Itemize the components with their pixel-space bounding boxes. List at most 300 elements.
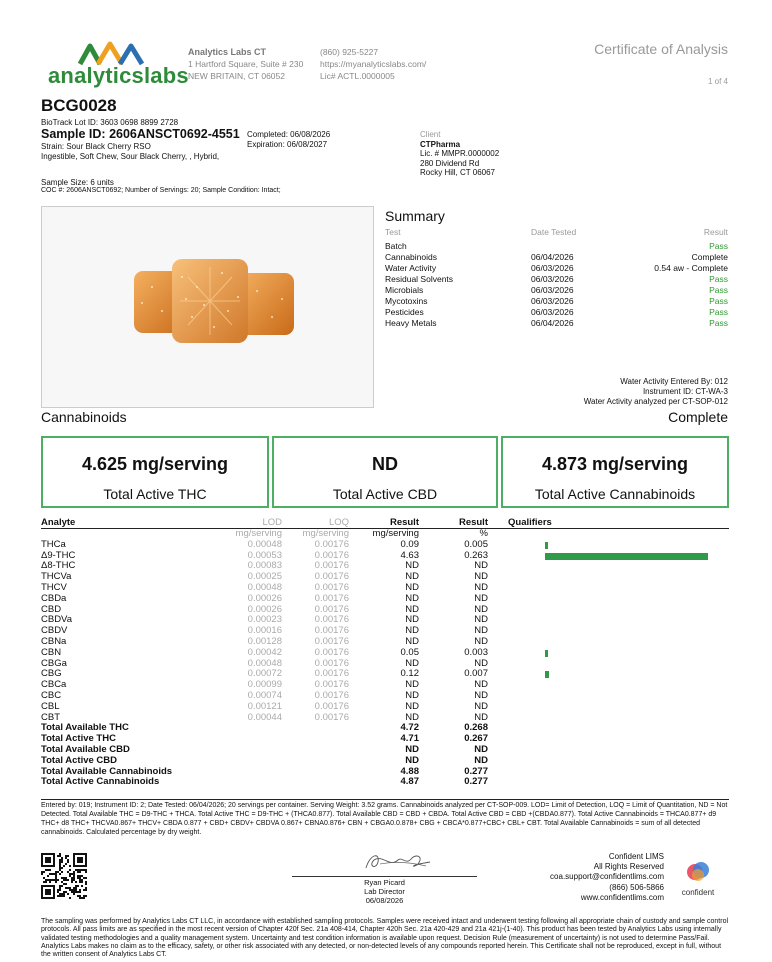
qr-module [85, 869, 87, 871]
qr-module [81, 881, 83, 883]
completed-date: Completed: 06/08/2026 [247, 130, 331, 139]
qr-module [65, 887, 67, 889]
cannabinoids-status: Complete [668, 409, 728, 425]
analyte-loq: 0.00176 [314, 549, 349, 561]
summary-date: 06/03/2026 [531, 274, 574, 284]
qr-module [61, 857, 63, 859]
qr-module [59, 885, 61, 887]
analyte-result-pct: ND [474, 679, 488, 691]
qr-module [63, 893, 65, 895]
lab-license: Lic# ACTL.0000005 [320, 71, 395, 81]
sample-description [41, 142, 219, 162]
lims-rights: All Rights Reserved [593, 862, 664, 872]
total-result-mg: 4.72 [400, 722, 419, 734]
qr-module [59, 865, 61, 867]
summary-result: Complete [691, 252, 728, 262]
total-row [41, 734, 729, 745]
summary-row [385, 318, 728, 329]
qr-module [73, 871, 75, 873]
analyte-result-pct: 0.263 [464, 549, 488, 561]
summary-row [385, 263, 728, 274]
qr-module [57, 871, 59, 873]
total-active-thc-box [41, 436, 269, 508]
summary-test: Water Activity [385, 263, 437, 273]
analyte-qualifier [488, 583, 729, 594]
qr-module [81, 879, 83, 881]
qr-module [65, 857, 67, 859]
qr-module [85, 887, 87, 889]
signature-line [292, 876, 477, 877]
qr-module [59, 869, 61, 871]
total-result-pct: 0.268 [464, 722, 488, 734]
qr-module [61, 885, 63, 887]
summary-test: Microbials [385, 285, 424, 295]
qr-module [41, 871, 43, 873]
lims-name: Confident LIMS [608, 852, 664, 861]
unit-analyte [41, 529, 216, 540]
footnote-divider [41, 799, 729, 800]
summary-table [385, 227, 728, 329]
analyte-row [41, 583, 729, 594]
lab-info [188, 46, 303, 82]
qr-module [49, 873, 51, 875]
qr-module [41, 873, 43, 875]
qr-module [71, 877, 73, 879]
qr-module [55, 877, 57, 879]
qr-module [67, 855, 69, 857]
qr-module [77, 871, 79, 873]
analyte-lod: 0.00048 [247, 657, 282, 669]
batch-id: BCG0028 [41, 96, 117, 115]
analyte-lod: 0.00044 [247, 711, 282, 723]
matrix: Ingestible, Soft Chew, Sour Black Cherry, , Hybrid, [41, 152, 220, 161]
lab-address-line1: 1 Hartford Square, Suite # 230 [188, 59, 304, 69]
analyte-name: CBL [41, 700, 60, 712]
qr-module [71, 891, 73, 893]
qr-module [53, 879, 55, 881]
analyte-result-mg: ND [405, 581, 419, 593]
qr-module [85, 877, 87, 879]
analyte-name: CBD [41, 603, 62, 615]
analyte-row [41, 648, 729, 659]
qr-module [79, 871, 81, 873]
qr-module [71, 889, 73, 891]
analyte-result-pct: 0.003 [464, 646, 488, 658]
total-active-cannabinoids-label: Total Active Cannabinoids [534, 486, 696, 502]
total-active-cbd-box [272, 436, 498, 508]
qr-module [59, 867, 61, 869]
qr-module [67, 859, 69, 861]
summary-date: 06/03/2026 [531, 263, 574, 273]
qr-module [69, 887, 71, 889]
analyte-lod: 0.00026 [247, 603, 282, 615]
summary-date: 06/03/2026 [531, 296, 574, 306]
coc-info: COC #: 2606ANSCT0692; Number of Servings: 20; Sample Condition: Intact; [41, 187, 281, 194]
analyte-qualifier [488, 713, 729, 724]
total-name: Total Available Cannabinoids [41, 765, 173, 777]
total-result-pct: 0.277 [464, 765, 488, 777]
total-name: Total Available THC [41, 722, 129, 734]
qr-module [83, 889, 85, 891]
analyte-row [41, 669, 729, 680]
analyte-loq: 0.00176 [314, 700, 349, 712]
qr-module [59, 853, 61, 855]
wa-instrument: Instrument ID: CT-WA-3 [642, 387, 728, 396]
analyte-qualifier [488, 615, 729, 626]
qr-module [83, 897, 85, 899]
qr-module [85, 881, 87, 883]
summary-test: Residual Solvents [385, 274, 454, 284]
qr-module [73, 879, 75, 881]
lab-phone: (860) 925-5227 [320, 47, 379, 57]
unit-result-pct: % [479, 528, 488, 539]
analyte-result-pct: ND [474, 635, 488, 647]
total-name: Total Active THC [41, 733, 116, 745]
qr-module [69, 873, 71, 875]
lab-contact [320, 46, 426, 82]
analyte-percent-bar [545, 650, 548, 657]
qr-module [59, 893, 61, 895]
qr-module [69, 875, 71, 877]
analyte-lod: 0.00099 [247, 679, 282, 691]
analyte-name: THCVa [41, 571, 72, 583]
analyte-lod: 0.00048 [247, 581, 282, 593]
header-loq: LOQ [328, 517, 349, 528]
qr-module [75, 887, 77, 889]
analyte-result-pct: ND [474, 614, 488, 626]
total-name: Total Active CBD [41, 754, 118, 766]
unit-qualifiers [488, 529, 729, 540]
qr-module [75, 881, 77, 883]
qr-module [47, 869, 49, 871]
analyte-qualifier [488, 669, 729, 680]
total-row [41, 745, 729, 756]
qr-module [77, 885, 79, 887]
analyte-name: CBC [41, 689, 62, 701]
analyte-result-pct: ND [474, 581, 488, 593]
unit-lod: mg/serving [235, 528, 282, 539]
water-activity-note [584, 377, 728, 407]
qr-module [79, 879, 81, 881]
qr-module [75, 889, 77, 891]
analyte-lod: 0.00128 [247, 635, 282, 647]
wa-sop: Water Activity analyzed per CT-SOP-012 [583, 397, 728, 406]
qr-module [55, 879, 57, 881]
qr-module [79, 897, 81, 899]
qr-module [63, 883, 65, 885]
analyte-qualifier [488, 540, 729, 551]
analyte-name: CBN [41, 646, 62, 658]
analyte-loq: 0.00176 [314, 679, 349, 691]
signatory-title: Lab Director [364, 887, 405, 896]
signatory-name: Ryan Picard [364, 878, 405, 887]
qr-module [63, 865, 65, 867]
analyte-lod: 0.00025 [247, 571, 282, 583]
qr-module [67, 861, 69, 863]
analyte-name: CBDa [41, 592, 67, 604]
total-active-cannabinoids-box [501, 436, 729, 508]
summary-header-row [385, 227, 728, 238]
analyte-result-pct: 0.007 [464, 668, 488, 680]
analyte-result-pct: 0.005 [464, 538, 488, 550]
analyte-qualifier [488, 561, 729, 572]
analyte-lod: 0.00072 [247, 668, 282, 680]
qr-module [75, 885, 77, 887]
analyte-loq: 0.00176 [314, 592, 349, 604]
analyte-qualifier [488, 680, 729, 691]
analyte-lod: 0.00074 [247, 689, 282, 701]
sample-size: Sample Size: 6 units [41, 178, 114, 187]
summary-date [531, 241, 628, 252]
analyte-result-pct: ND [474, 603, 488, 615]
qr-module [69, 897, 71, 899]
qr-module [65, 891, 67, 893]
total-result-mg: ND [405, 743, 419, 755]
qr-module [65, 877, 67, 879]
analyte-loq: 0.00176 [314, 668, 349, 680]
qr-module [79, 869, 81, 871]
lab-website-link[interactable]: https://myanalyticslabs.com/ [320, 59, 427, 69]
analyte-lod: 0.00016 [247, 625, 282, 637]
qr-module [61, 859, 63, 861]
qr-module [73, 893, 75, 895]
qr-module [73, 873, 75, 875]
lims-info [550, 852, 664, 903]
qr-module [77, 869, 79, 871]
qr-module [81, 869, 83, 871]
qr-finder-module [45, 857, 51, 863]
units-row [41, 529, 729, 540]
analyte-loq: 0.00176 [314, 657, 349, 669]
qr-module [61, 861, 63, 863]
qr-module [65, 863, 67, 865]
qr-module [71, 873, 73, 875]
analyte-percent-bar [545, 542, 548, 549]
qr-module [57, 891, 59, 893]
analyte-row [41, 637, 729, 648]
qr-module [85, 871, 87, 873]
qr-module [59, 863, 61, 865]
summary-row [385, 285, 728, 296]
qr-module [75, 869, 77, 871]
analyte-result-pct: ND [474, 571, 488, 583]
qr-module [69, 865, 71, 867]
total-result-mg: 4.87 [400, 776, 419, 788]
qr-module [81, 897, 83, 899]
unit-result-mg: mg/serving [372, 528, 419, 539]
summary-result: Pass [709, 307, 728, 317]
confident-logo-icon [685, 860, 711, 882]
qr-module [61, 881, 63, 883]
qr-module [67, 871, 69, 873]
cannabinoids-title: Cannabinoids [41, 409, 127, 425]
analyte-rows [41, 540, 729, 724]
expiration-date: Expiration: 06/08/2027 [247, 140, 328, 149]
qr-module [79, 877, 81, 879]
summary-test: Heavy Metals [385, 318, 437, 328]
lims-website-link[interactable]: www.confidentlims.com [580, 892, 664, 902]
analyte-loq: 0.00176 [314, 571, 349, 583]
qr-module [63, 891, 65, 893]
analyte-qualifier [488, 659, 729, 670]
qr-module [43, 871, 45, 873]
analyte-name: THCa [41, 538, 66, 550]
qr-module [57, 879, 59, 881]
qr-module [45, 881, 47, 883]
summary-date: 06/04/2026 [531, 252, 574, 262]
analyte-result-pct: ND [474, 592, 488, 604]
summary-test: Mycotoxins [385, 296, 428, 306]
client-address2: Rocky Hill, CT 06067 [420, 168, 495, 177]
qr-module [59, 855, 61, 857]
qr-code[interactable] [41, 853, 87, 899]
qr-module [73, 887, 75, 889]
analyte-percent-bar [545, 553, 708, 560]
summary-result: Pass [709, 285, 728, 295]
analyte-row [41, 572, 729, 583]
document-title: Certificate of Analysis [594, 41, 728, 57]
qr-module [55, 881, 57, 883]
total-row [41, 723, 729, 734]
analyte-lod: 0.00048 [247, 538, 282, 550]
total-result-mg: 4.88 [400, 765, 419, 777]
qr-module [53, 873, 55, 875]
qr-module [69, 889, 71, 891]
header-qualifiers: Qualifiers [508, 517, 552, 528]
analyte-loq: 0.00176 [314, 581, 349, 593]
qr-module [79, 875, 81, 877]
qr-module [85, 889, 87, 891]
total-result-mg: 4.71 [400, 733, 419, 745]
qr-module [51, 879, 53, 881]
analyte-result-mg: ND [405, 679, 419, 691]
qr-module [61, 895, 63, 897]
analyte-result-mg: ND [405, 689, 419, 701]
analyte-loq: 0.00176 [314, 614, 349, 626]
lims-phone: (866) 506-5866 [609, 882, 664, 892]
analyte-name: CBGa [41, 657, 67, 669]
analyte-qualifier [488, 691, 729, 702]
header-analyte: Analyte [41, 517, 76, 528]
analyte-row [41, 702, 729, 713]
soft-chew-image [42, 207, 375, 409]
qr-module [57, 855, 59, 857]
client-info [420, 130, 499, 178]
analyte-result-mg: ND [405, 635, 419, 647]
qr-module [59, 889, 61, 891]
qr-module [79, 881, 81, 883]
analyte-result-mg: ND [405, 603, 419, 615]
total-result-pct: ND [474, 754, 488, 766]
analyte-table [41, 517, 729, 788]
qr-module [71, 879, 73, 881]
analyte-loq: 0.00176 [314, 635, 349, 647]
qr-module [73, 875, 75, 877]
analyte-row [41, 561, 729, 572]
analyte-result-pct: ND [474, 657, 488, 669]
summary-test: Cannabinoids [385, 252, 437, 262]
total-result-pct: 0.267 [464, 733, 488, 745]
analyte-result-pct: ND [474, 700, 488, 712]
analyte-result-mg: ND [405, 571, 419, 583]
qr-module [55, 871, 57, 873]
summary-row [385, 296, 728, 307]
page-number: 1 of 4 [707, 77, 728, 86]
qr-module [55, 873, 57, 875]
analyte-name: Δ9-THC [41, 549, 76, 561]
analyte-qualifier [488, 594, 729, 605]
qr-module [69, 869, 71, 871]
qr-module [43, 877, 45, 879]
qr-module [55, 875, 57, 877]
analyte-result-mg: ND [405, 560, 419, 572]
analyte-row [41, 605, 729, 616]
qr-module [77, 895, 79, 897]
analyte-result-mg: 4.63 [400, 549, 419, 561]
qr-module [61, 871, 63, 873]
qr-module [77, 877, 79, 879]
qr-module [45, 879, 47, 881]
qr-module [57, 895, 59, 897]
summary-title: Summary [385, 208, 445, 224]
sample-dates [247, 130, 330, 150]
qr-module [67, 893, 69, 895]
qr-module [71, 881, 73, 883]
qr-module [61, 877, 63, 879]
analyte-percent-bar [545, 671, 549, 678]
qr-module [77, 891, 79, 893]
disclaimer: The sampling was performed by Analytics Labs CT LLC, in accordance with established sampling protocols. Samples were received intact and underwent testing following all appropriate chain of custody and sample control protocols. All pass limits are as specified in the most recent version of Chapter 420f Sec. 21a 408-414, Chapter 420h Sec. 21a 420-429 and 21a 421j-(1-40). This product has been tested by Analytics Labs using internally validated testing methodologies and a quality management system. Uncertainty and test condition information is available upon request. Decision Rule (measurement of uncertainty) is not used to determine Pass/Fail. Analytics Labs makes no claim as to the efficacy, safety, or other risk associated with any detected, or non-detected levels of any compounds reported herein. This Certificate shall not be reproduced, except in full, without the written consent of Analytics Labs CT. [41, 918, 729, 959]
header-lod: LOD [262, 517, 282, 528]
analyte-result-mg: ND [405, 592, 419, 604]
summary-date: 06/04/2026 [531, 318, 574, 328]
analyte-row [41, 626, 729, 637]
analyte-name: THCV [41, 581, 67, 593]
summary-row [385, 307, 728, 318]
total-active-cannabinoids-value: 4.873 mg/serving [541, 454, 689, 474]
analyte-result-mg: ND [405, 711, 419, 723]
total-row [41, 756, 729, 767]
qr-module [57, 889, 59, 891]
qr-finder-module [77, 857, 83, 863]
analyte-loq: 0.00176 [314, 689, 349, 701]
biotrack-lot-id: BioTrack Lot ID: 3603 0698 8899 2728 [41, 118, 179, 127]
qr-module [77, 875, 79, 877]
analyte-result-pct: ND [474, 625, 488, 637]
analyte-name: CBDVa [41, 614, 72, 626]
analyte-qualifier [488, 626, 729, 637]
qr-module [43, 881, 45, 883]
product-photo [41, 206, 374, 408]
lims-email-link[interactable]: coa.support@confidentlims.com [550, 872, 664, 882]
signatory [292, 878, 477, 905]
analyticslabs-logo-text: analyticslabs [48, 63, 189, 88]
analyte-lod: 0.00121 [247, 700, 282, 712]
qr-module [65, 879, 67, 881]
qr-module [49, 879, 51, 881]
analyte-qualifier [488, 637, 729, 648]
analyte-lod: 0.00042 [247, 646, 282, 658]
total-active-thc-label: Total Active THC [103, 486, 207, 502]
summary-result: Pass [709, 274, 728, 284]
qr-module [85, 895, 87, 897]
analyte-loq: 0.00176 [314, 646, 349, 658]
analyte-name: Δ8-THC [41, 560, 76, 572]
analyte-lod: 0.00026 [247, 592, 282, 604]
qr-module [73, 889, 75, 891]
qr-module [73, 891, 75, 893]
analyte-result-mg: 0.09 [400, 538, 419, 550]
